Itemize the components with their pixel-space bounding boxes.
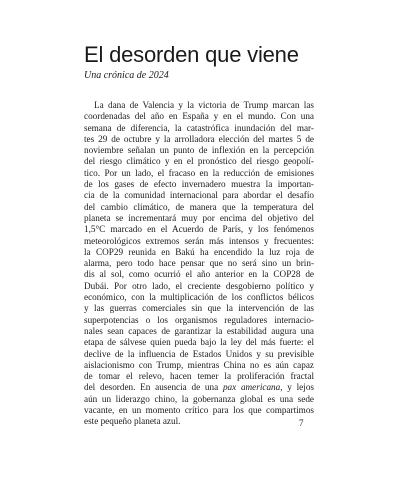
paragraph-line: tes 29 de octubre y la arrolladora elección del martes 5 de [84,133,314,144]
paragraph-line: 1,5°C marcado en el Acuerdo de París, y los fenómenos [84,224,314,235]
paragraph-line: semana de diferencia, la catastrófica inundación del mar- [84,122,314,133]
paragraph-line: etapa de sálvese quien pueda bajo la ley del más fuerte: el [84,337,314,348]
page-number: 7 [299,418,304,428]
paragraph-line: del riesgo climático y en el pronóstico del riesgo geopolí- [84,156,314,167]
paragraph-line: aún un liderazgo chino, la gobernanza global es una sede [84,393,314,404]
paragraph-line: tico. Por un lado, el fracaso en la reducción de emisiones [84,167,314,178]
chapter-title: El desorden que viene [84,42,299,67]
paragraph-line-with-italic [84,382,314,393]
paragraph-line: Dubái. Por otro lado, el creciente desgobierno político y [84,280,314,291]
paragraph-line: coordenadas del año en España y en el mundo. Con una [84,111,314,122]
paragraph-line: cia de la comunidad internacional para abordar el desafío [84,190,314,201]
paragraph-line: económico, con la multiplicación de los conflictos bélicos [84,292,314,303]
italic-phrase: pax americana, [222,382,283,393]
paragraph-line: nales sean capaces de garantizar la estabilidad augura una [84,325,314,336]
line-text-start: del desorden. En ausencia de una [84,382,223,393]
paragraph-line: La dana de Valencia y la victoria de Trump marcan las [94,100,314,110]
paragraph-line: y las guerras comerciales sin que la intervención de las [84,303,314,314]
paragraph-line: la COP29 reunida en Bakú ha encendido la luz roja de [84,246,314,257]
paragraph-line: dis al sol, como ocurrió el año anterior en la COP28 de [84,269,314,280]
paragraph-line: de los gases de efecto invernadero muestra la importan- [84,179,314,190]
paragraph-line: meteorológicos extremos serán más intensos y frecuentes: [84,235,314,246]
chapter-subtitle: Una crónica de 2024 [84,70,169,81]
paragraph-line: alarma, pero todo hace pensar que no será sino un brin- [84,258,314,269]
paragraph-line: aislacionismo con Trump, mientras China no es aún capaz [84,359,314,370]
paragraph-line: del cambio climático, de manera que la temperatura del [84,201,314,212]
line-text-end: y lejos [282,382,314,393]
paragraph-line: declive de la influencia de Estados Unidos y su previsible [84,348,314,359]
paragraph-line: de tomar el relevo, hacen temer la proliferación fractal [84,371,314,382]
paragraph-line: este pequeño planeta azul. [84,416,181,427]
paragraph-line: noviembre señalan un punto de inflexión en la percepción [84,145,314,156]
paragraph-line: superpotencias o los organismos reguladores internacio- [84,314,314,325]
body-paragraph [84,100,314,428]
paragraph-line: planeta se incrementará muy por encima del objetivo del [84,212,314,223]
paragraph-line: vacante, en un momento crítico para los que compartimos [84,405,314,416]
